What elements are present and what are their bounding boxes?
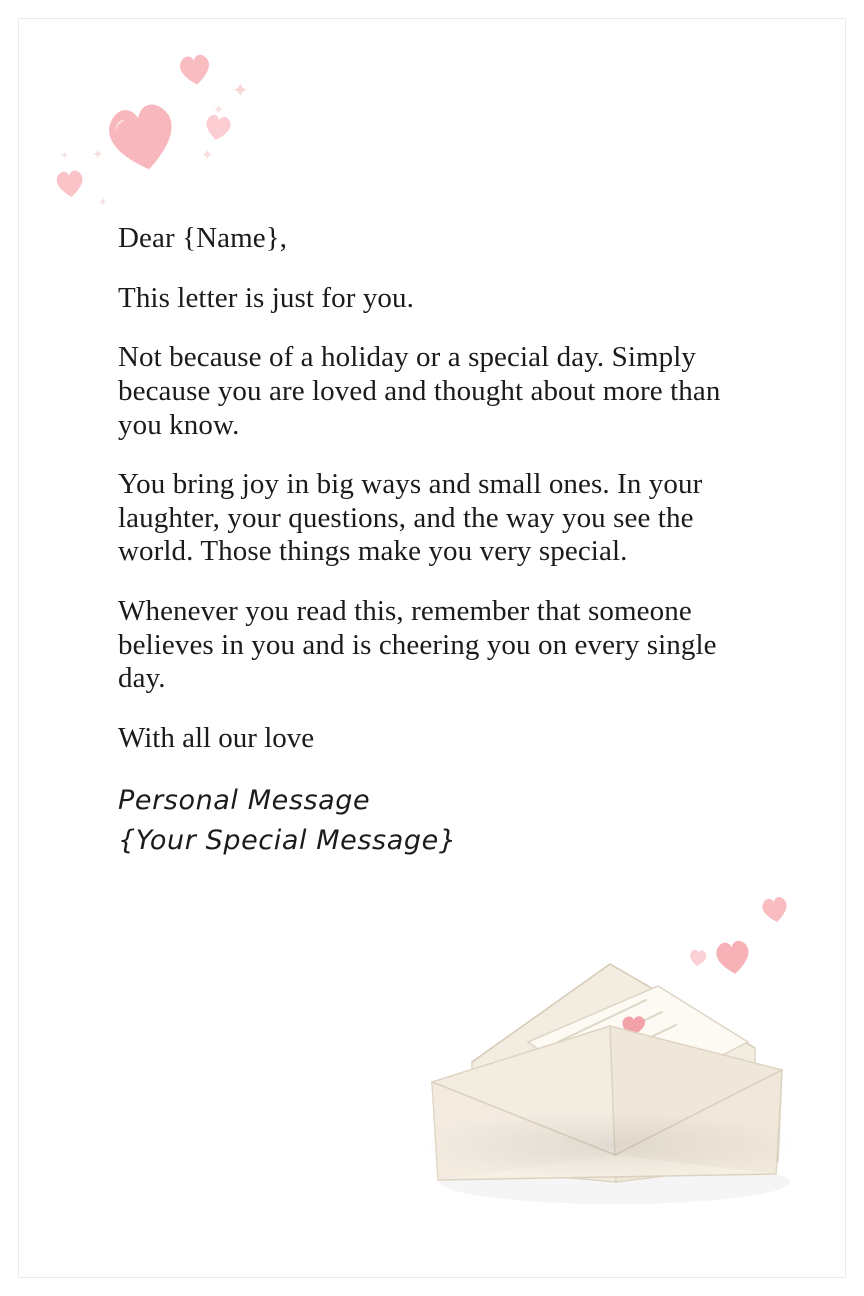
envelope-svg [410,930,810,1230]
sparkle-icon-2: ✦ [213,103,224,118]
sparkle-icon-6: ✦ [98,195,109,209]
sparkle-icon-3: ✦ [201,146,214,164]
heart-icon-top-small [175,50,215,89]
letter-paragraph-1: This letter is just for you. [118,281,414,314]
letter-paragraph-4: Whenever you read this, remember that someone believes in you and is cheering you on every single day. [118,595,717,695]
envelope-shadow [420,1110,800,1180]
letter-greeting: Dear {Name}, [118,222,288,254]
sparkle-icon-5: ✦ [60,149,70,162]
sparkle-icon-1: ✦ [232,78,249,102]
letter-body [118,222,758,862]
letter-paragraph-2: Not because of a holiday or a special day. Simply because you are loved and thought about more than you know. [118,341,721,441]
heart-icon-bottom-left-small [53,166,88,199]
heart-icon-envelope-upper [758,893,792,926]
personal-message-placeholder: {Your Special Message} [118,825,457,857]
letter-paragraph-3: You bring joy in big ways and small ones. In your laughter, your questions, and the way you see the world. Those things make you very special. [118,468,703,568]
envelope-illustration [410,930,810,1230]
letter-signoff: With all our love [118,721,315,754]
personal-message-heading: Personal Message [118,784,371,816]
sparkle-icon-4: ✦ [92,147,104,163]
